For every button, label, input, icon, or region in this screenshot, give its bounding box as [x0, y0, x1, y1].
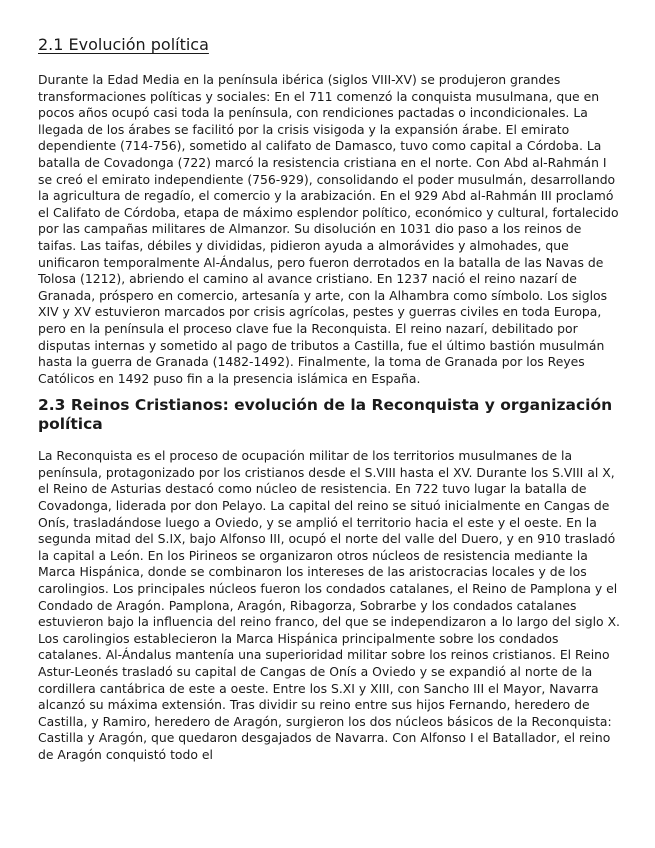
section-heading-evolucion-politica: 2.1 Evolución política	[38, 35, 209, 54]
section-body-reinos-cristianos: La Reconquista es el proceso de ocupación militar de los territorios musulmanes de la península, protagonizado por los cristianos desde el S.VIII hasta el XV. Durante los S.VIII al X, el Reino de Asturias destacó como núcleo de resistencia. En 722 tuvo lugar la batalla de Covadonga, liderada por don Pelayo. La capital del reino se situó inicialmente en Cangas de Onís, trasladándose luego a Oviedo, y se amplió el territorio hacia el este y el oeste. En la segunda mitad del S.IX, bajo Alfonso III, ocupó el norte del valle del Duero, y en 910 trasladó la capital a León. En los Pirineos se organizaron otros núcleos de resistencia mediante la Marca Hispánica, donde se combinaron los intereses de las aristocracias locales y de los carolingios. Los principales núcleos fueron los condados catalanes, el Reino de Pamplona y el Condado de Aragón. Pamplona, Aragón, Ribagorza, Sobrarbe y los condados catalanes estuvieron bajo la influencia del reino franco, del que se independizaron a lo largo del siglo X. Los carolingios establecieron la Marca Hispánica principalmente sobre los condados catalanes. Al-Ándalus mantenía una superioridad militar sobre los reinos cristianos. El Reino Astur-Leonés trasladó su capital de Cangas de Onís a Oviedo y se expandió al norte de la cordillera cantábrica de este a oeste. Entre los S.XI y XIII, con Sancho III el Mayor, Navarra alcanzó su máxima extensión. Tras dividir su reino entre sus hijos Fernando, heredero de Castilla, y Ramiro, heredero de Aragón, surgieron los dos núcleos básicos de la Reconquista: Castilla y Aragón, que quedaron desgajados de Navarra. Con Alfonso I el Batallador, el reino de Aragón conquistó todo el	[38, 448, 620, 762]
document-page	[38, 34, 622, 764]
section-body-evolucion-politica: Durante la Edad Media en la península ibérica (siglos VIII-XV) se produjeron grandes transformaciones políticas y sociales: En el 711 comenzó la conquista musulmana, que en pocos años ocupó casi toda la península, con rendiciones pactadas o incondicionales. La llegada de los árabes se facilitó por la crisis visigoda y la expansión árabe. El emirato dependiente (714-756), sometido al califato de Damasco, tuvo como capital a Córdoba. La batalla de Covadonga (722) marcó la resistencia cristiana en el norte. Con Abd al-Rahmán I se creó el emirato independiente (756-929), consolidando el poder musulmán, desarrollando la agricultura de regadío, el comercio y la arabización. En el 929 Abd al-Rahmán III proclamó el Califato de Córdoba, etapa de máximo esplendor político, económico y cultural, fortalecido por las campañas militares de Almanzor. Su disolución en 1031 dio paso a los reinos de taifas. Las taifas, débiles y divididas, pidieron ayuda a almorávides y almohades, que unificaron temporalmente Al-Ándalus, pero fueron derrotados en la batalla de las Navas de Tolosa (1212), abriendo el camino al avance cristiano. En 1237 nació el reino nazarí de Granada, próspero en comercio, artesanía y arte, con la Alhambra como símbolo. Los siglos XIV y XV estuvieron marcados por crisis agrícolas, pestes y guerras civiles en toda Europa, pero en la península el proceso clave fue la Reconquista. El reino nazarí, debilitado por disputas internas y sometido al pago de tributos a Castilla, fue el último bastión musulmán hasta la guerra de Granada (1482-1492). Finalmente, la toma de Granada por los Reyes Católicos en 1492 puso fin a la presencia islámica en España.	[38, 72, 619, 386]
section-heading-reinos-cristianos: 2.3 Reinos Cristianos: evolución de la Reconquista y organización política	[38, 396, 613, 434]
